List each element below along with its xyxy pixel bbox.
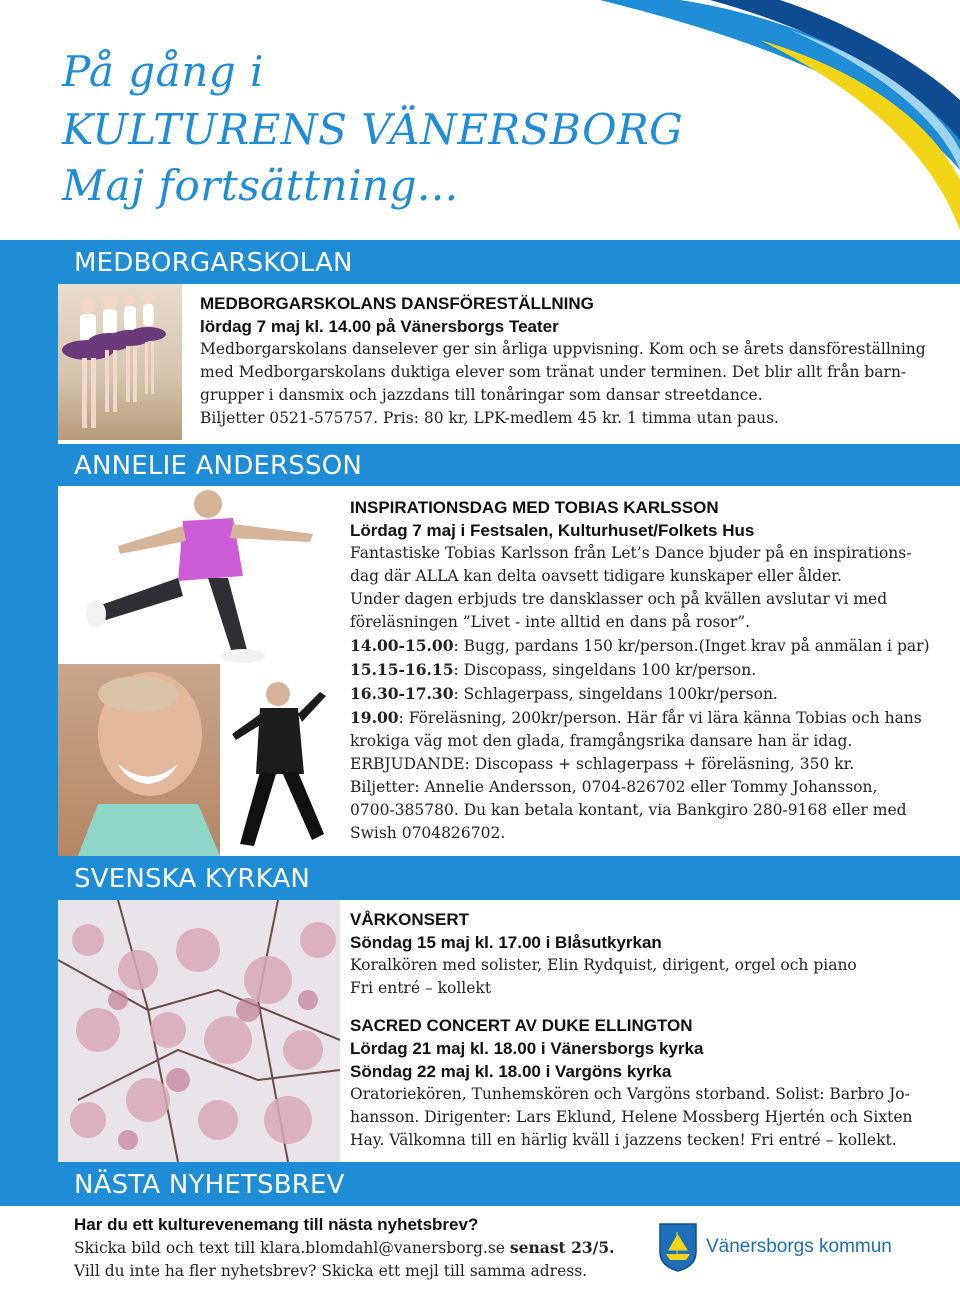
title-line-2: KULTURENS VÄNERSBORG [62,105,684,154]
section-sidebar [0,486,58,856]
event-line: föreläsningen ”Livet - inte alltid en dans på rosor”. [350,613,751,631]
event-line: Fri entré – kollekt [350,979,492,997]
event-line: grupper i dansmix och jazzdans till tonåringar som dansar streetdance. [200,386,763,404]
event-when: Söndag 22 maj kl. 18.00 i Vargöns kyrka [350,1062,672,1081]
schedule-item: 16.30-17.30: Schlagerpass, singeldans 100kr/person. [350,684,778,703]
section-sidebar [0,900,58,1162]
event-line: med Medborgarskolans duktiga elever som tränat under terminen. Det blir allt från barn- [200,363,907,381]
event-title: SACRED CONCERT AV DUKE ELLINGTON [350,1016,693,1035]
schedule-item: 19.00: Föreläsning, 200kr/person. Här får vi lära känna Tobias och hans [350,708,922,727]
event-line: hansson. Dirigenter: Lars Eklund, Helene Mossberg Hjertén och Sixten [350,1108,913,1126]
event-title: INSPIRATIONSDAG MED TOBIAS KARLSSON [350,498,719,517]
section-bar-annelie [0,444,960,486]
event-line: Biljetter: Annelie Andersson, 0704-826702 eller Tommy Johansson, [350,778,878,796]
section-label: SVENSKA KYRKAN [74,864,311,894]
event-line: Under dagen erbjuds tre dansklasser och på kvällen avslutar vi med [350,590,888,608]
section-label: NÄSTA NYHETSBREV [74,1170,345,1200]
event-title: MEDBORGARSKOLANS DANSFÖRESTÄLLNING [200,294,594,313]
sacred-concert-event [350,1014,950,1152]
event-line: dag där ALLA kan delta oavsett tidigare kunskaper eller ålder. [350,567,842,585]
title-line-3: Maj fortsättning... [62,161,459,210]
inspirationsdag-event [350,496,950,845]
newsletter-question: Har du ett kulturevenemang till nästa nyhetsbrev? [74,1215,479,1234]
tobias-standing-photo [220,664,340,856]
schedule-item: 15.15-16.15: Discopass, singeldans 100 kr/person. [350,660,757,679]
vaarkonsert-event [350,908,950,1000]
event-line: 0700-385780. Du kan betala kontant, via Bankgiro 280-9168 eller med [350,801,907,819]
section-bar-newsletter [0,1162,960,1206]
newsletter-line: Skicka bild och text till klara.blomdahl@vanersborg.se senast 23/5. [74,1238,615,1257]
section-sidebar [0,284,58,446]
tobias-portrait-photo [58,664,220,856]
event-line: Koralkören med solister, Elin Rydquist, dirigent, orgel och piano [350,956,857,974]
event-when: lördag 7 maj kl. 14.00 på Vänersborgs Teater [200,317,559,336]
event-line: Medborgarskolans danselever ger sin årliga uppvisning. Kom och se årets dansföreställning [200,340,926,358]
section-bar-medborgarskolan [0,240,960,284]
event-when: Söndag 15 maj kl. 17.00 i Blåsutkyrkan [350,933,662,952]
event-when: Lördag 21 maj kl. 18.00 i Vänersborgs kyrka [350,1039,704,1058]
newsletter-line: Vill du inte ha fler nyhetsbrev? Skicka ett mejl till samma adress. [74,1262,588,1280]
event-title: VÅRKONSERT [350,910,470,929]
coat-of-arms-ship-icon [658,1222,698,1272]
tobias-jumping-photo [58,486,338,664]
cherry-blossom-photo [58,900,340,1162]
section-label: MEDBORGARSKOLAN [74,248,353,278]
schedule-item: 14.00-15.00: Bugg, pardans 150 kr/person.(Inget krav på anmälan i par) [350,636,930,655]
title-line-1: På gång i [62,47,264,96]
medborgarskolan-event [200,292,940,430]
section-bar-kyrkan [0,856,960,900]
event-line: Hay. Välkomna till en härlig kväll i jazzens tecken! Fri entré – kollekt. [350,1131,897,1149]
ballet-dancers-photo [58,284,182,440]
event-line: ERBJUDANDE: Discopass + schlagerpass + föreläsning, 350 kr. [350,755,855,773]
event-line: Swish 0704826702. [350,824,506,842]
section-label: ANNELIE ANDERSSON [74,451,363,481]
event-line: Fantastiske Tobias Karlsson från Let’s Dance bjuder på en inspirations- [350,544,912,562]
event-line: Biljetter 0521-575757. Pris: 80 kr, LPK-medlem 45 kr. 1 timma utan paus. [200,409,779,427]
event-line: Oratoriekören, Tunhemskören och Vargöns storband. Solist: Barbro Jo- [350,1085,910,1103]
logo-text: Vänersborgs kommun [706,1236,892,1257]
event-line: krokiga väg mot den glada, framgångsrika dansare han är idag. [350,732,853,750]
newsletter-info [74,1213,694,1283]
event-when: Lördag 7 maj i Festsalen, Kulturhuset/Folkets Hus [350,521,755,540]
vanersborg-logo [658,1222,938,1274]
